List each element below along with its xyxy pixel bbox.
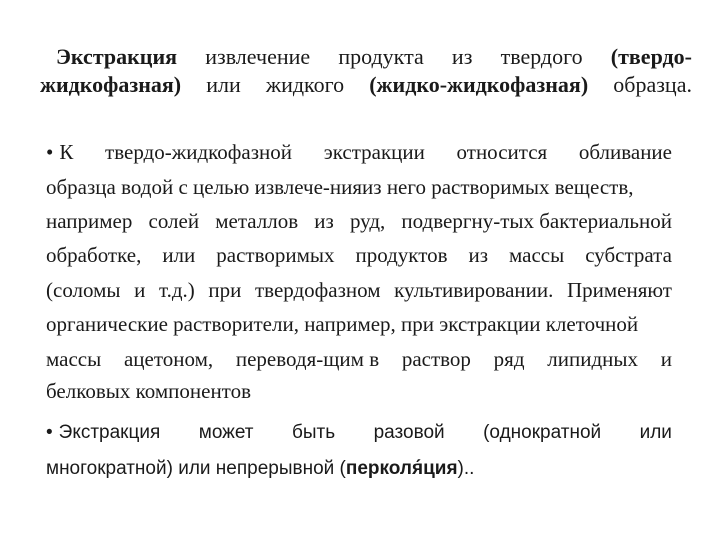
word: обработке, [46, 243, 142, 267]
para1-line-1 [46, 142, 672, 163]
word: ацетоном, [123, 347, 214, 371]
term-extraction: Экстракция [56, 44, 178, 69]
word: липидных [547, 347, 638, 371]
word: т.д.) [158, 278, 195, 302]
term-solid-liquid: жидкофазная) [40, 72, 182, 97]
para2-line-2 [46, 459, 474, 478]
word: массы [46, 347, 102, 371]
bullet-icon: • [46, 140, 54, 164]
para1-line-4 [46, 245, 672, 266]
word: (однократной [483, 422, 602, 443]
term-percolation: перколя́ция [345, 458, 458, 479]
word: из [314, 209, 334, 233]
word: разовой [373, 422, 445, 443]
word: твердого [500, 44, 583, 69]
word: К [59, 140, 74, 164]
word: продуктов [355, 243, 448, 267]
word: руд, [349, 209, 386, 233]
word: жидкого [265, 72, 345, 97]
word: культивировании. [394, 278, 554, 302]
text-line: образца водой с целью извлече-нияиз него растворимых веществ, [46, 175, 634, 199]
word: твердофазном [254, 278, 381, 302]
word: обливание [578, 140, 672, 164]
word: экстракции [323, 140, 425, 164]
intro-line-2 [40, 74, 692, 96]
word: при [208, 278, 242, 302]
word: (соломы [46, 278, 121, 302]
word: извлечение [205, 44, 311, 69]
para1-line-2 [46, 177, 634, 198]
para1-line-8 [46, 381, 251, 402]
word: массы [509, 243, 565, 267]
word: субстрата [585, 243, 672, 267]
word: и [134, 278, 146, 302]
word: подвергну-тых бактериальной [401, 209, 672, 233]
word: или [206, 72, 241, 97]
text-line: органические растворители, например, при экстракции клеточной [46, 312, 639, 336]
para2-line-1 [46, 423, 672, 442]
text-segment: ).. [457, 458, 475, 479]
word: раствор [401, 347, 471, 371]
intro-line-1 [56, 46, 692, 68]
word: быть [291, 422, 336, 443]
text-line: белковых компонентов [46, 379, 251, 403]
word: солей [148, 209, 200, 233]
word: ряд [493, 347, 525, 371]
word: Применяют [566, 278, 672, 302]
word: продукта [338, 44, 424, 69]
word: может [198, 422, 254, 443]
word: или [639, 422, 672, 443]
word: например [46, 209, 133, 233]
bullet-icon: • [46, 422, 53, 443]
word: металлов [215, 209, 299, 233]
word: растворимых [216, 243, 335, 267]
word: переводя-щим в [235, 347, 380, 371]
para1-line-7 [46, 349, 672, 370]
word: образца. [613, 72, 692, 97]
word: или [162, 243, 196, 267]
word: из [451, 44, 473, 69]
text-segment: многократной) или непрерывной ( [46, 458, 346, 479]
word: твердо-жидкофазной [105, 140, 293, 164]
word: (твердо- [610, 44, 692, 69]
para1-line-6 [46, 314, 638, 335]
term-liquid-liquid: (жидко-жидкофазная) [369, 72, 589, 97]
para1-line-5 [46, 280, 672, 301]
word: и [660, 347, 672, 371]
word: из [468, 243, 489, 267]
word: Экстракция [58, 422, 161, 443]
para1-line-3 [46, 211, 672, 232]
word: относится [456, 140, 548, 164]
